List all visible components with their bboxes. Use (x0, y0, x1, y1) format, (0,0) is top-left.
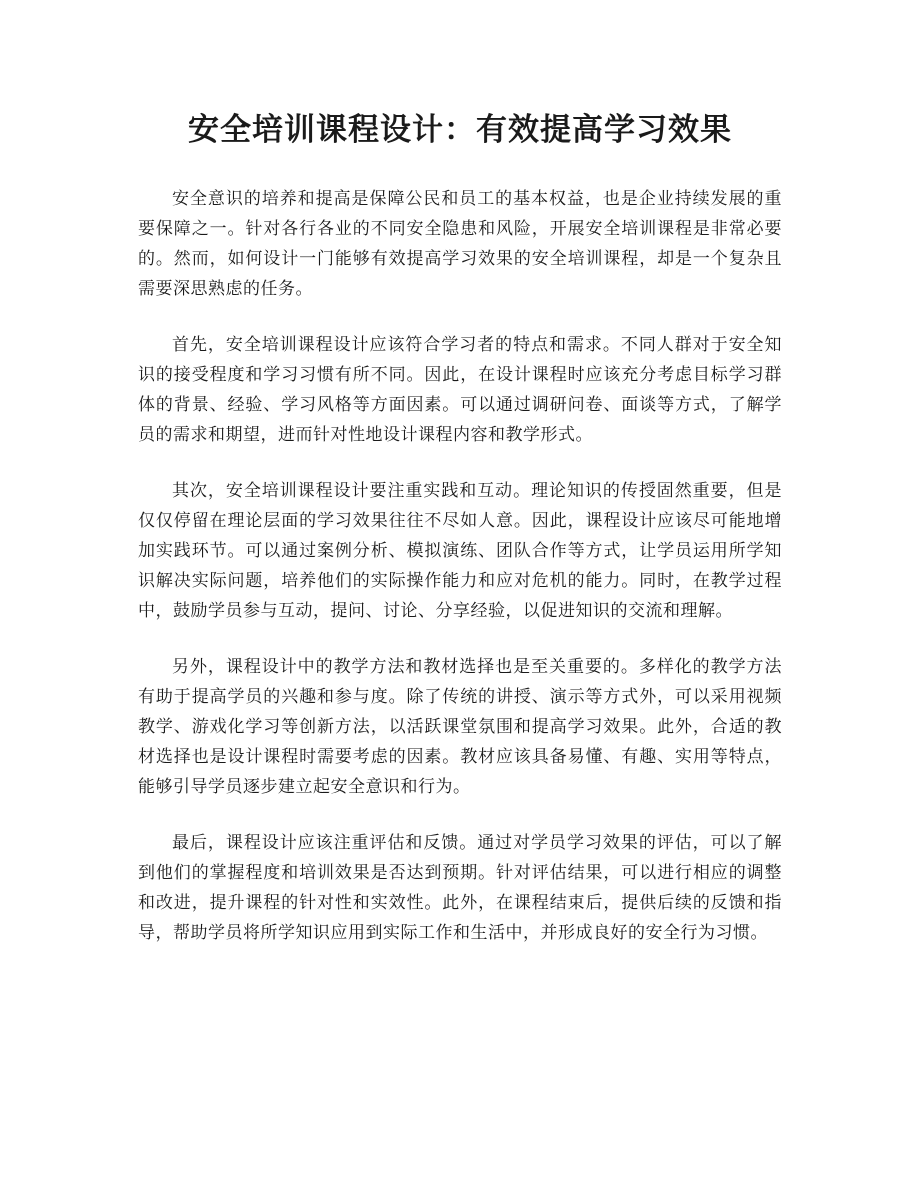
paragraph-second: 其次，安全培训课程设计要注重实践和互动。理论知识的传授固然重要，但是仅仅停留在理论层面的学习效果往往不尽如人意。因此，课程设计应该尽可能地增加实践环节。可以通过案例分析、模拟演练、团队合作等方式，让学员运用所学知识解决实际问题，培养他们的实际操作能力和应对危机的能力。同时，在教学过程中，鼓励学员参与互动，提问、讨论、分享经验，以促进知识的交流和理解。 (138, 481, 782, 621)
document-body (138, 184, 782, 974)
document-title: 安全培训课程设计：有效提高学习效果 (188, 112, 732, 148)
paragraph-intro: 安全意识的培养和提高是保障公民和员工的基本权益，也是企业持续发展的重要保障之一。针对各行各业的不同安全隐患和风险，开展安全培训课程是非常必要的。然而，如何设计一门能够有效提高学习效果的安全培训课程，却是一个复杂且需要深思熟虑的任务。 (138, 189, 782, 299)
paragraph-first: 首先，安全培训课程设计应该符合学习者的特点和需求。不同人群对于安全知识的接受程度和学习习惯有所不同。因此，在设计课程时应该充分考虑目标学习群体的背景、经验、学习风格等方面因素。可以通过调研问卷、面谈等方式，了解学员的需求和期望，进而针对性地设计课程内容和教学形式。 (138, 335, 782, 445)
paragraph-third: 另外，课程设计中的教学方法和教材选择也是至关重要的。多样化的教学方法有助于提高学员的兴趣和参与度。除了传统的讲授、演示等方式外，可以采用视频教学、游戏化学习等创新方法，以活跃课堂氛围和提高学习效果。此外，合适的教材选择也是设计课程时需要考虑的因素。教材应该具备易懂、有趣、实用等特点，能够引导学员逐步建立起安全意识和行为。 (138, 657, 782, 797)
paragraph-last: 最后，课程设计应该注重评估和反馈。通过对学员学习效果的评估，可以了解到他们的掌握程度和培训效果是否达到预期。针对评估结果，可以进行相应的调整和改进，提升课程的针对性和实效性。此外，在课程结束后，提供后续的反馈和指导，帮助学员将所学知识应用到实际工作和生活中，并形成良好的安全行为习惯。 (138, 833, 782, 943)
